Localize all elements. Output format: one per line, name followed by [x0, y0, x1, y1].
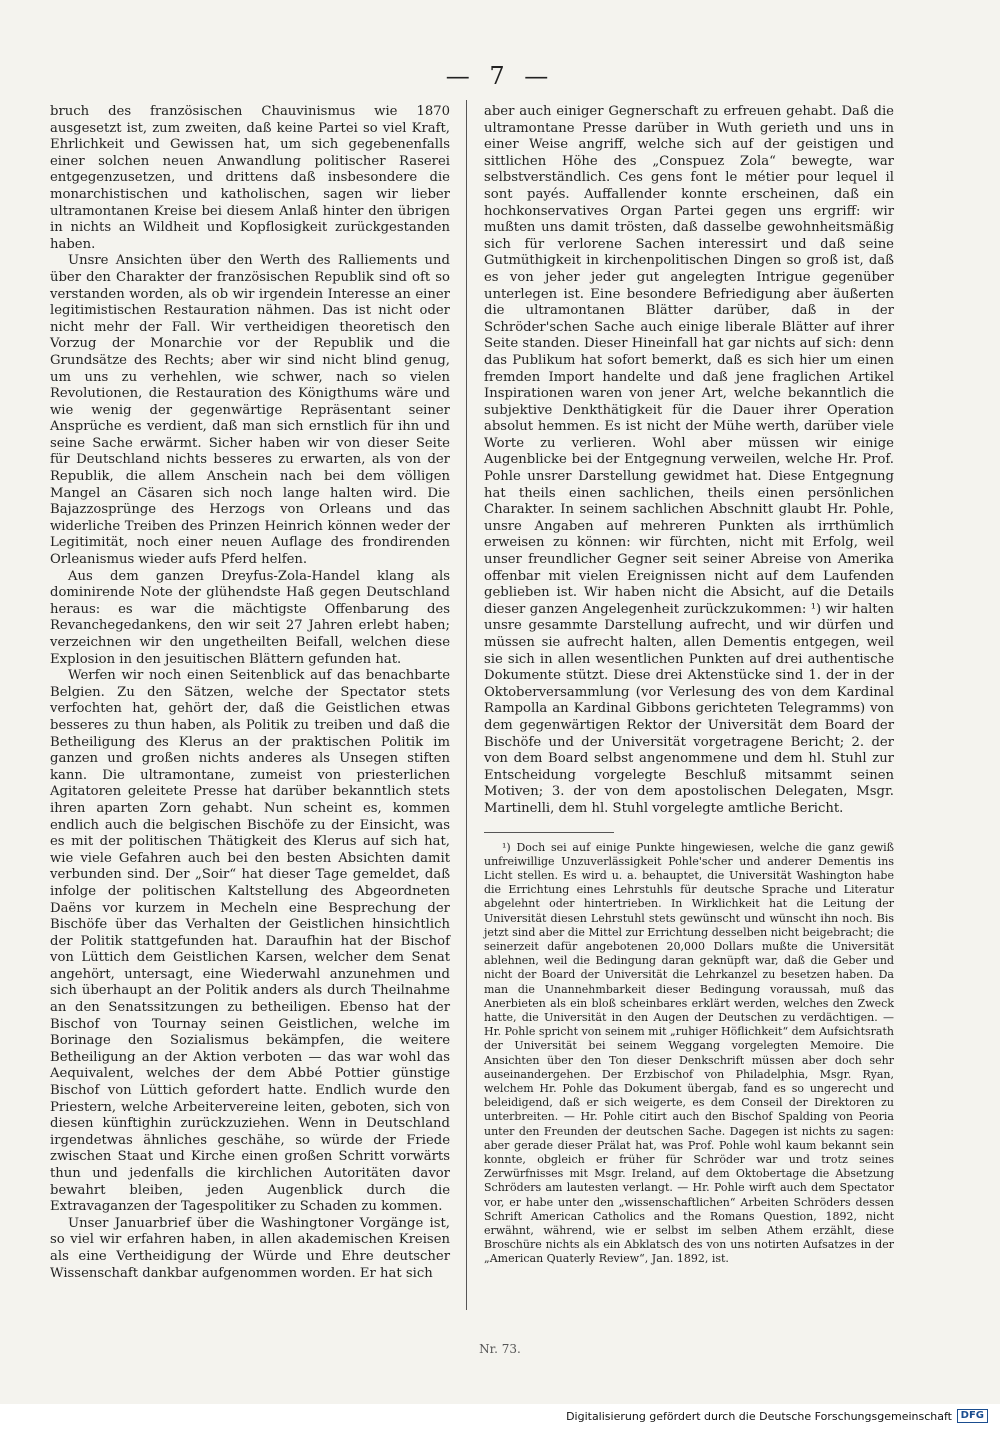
left-paragraph-3: Aus dem ganzen Dreyfus-Zola-Handel klang als dominirende Note der glühendste Haß gegen Deutschland heraus: es war die mächtigste Offenbarung des Revanchegedankens, den wir seit 27 Jahren erlebt haben; verzeichnen wir den ungetheilten Beifall, welchen diese Explosion in den jesuitischen Blättern gefunden hat.	[50, 568, 450, 667]
footnote-divider	[484, 832, 614, 833]
column-divider	[466, 100, 467, 1310]
page-number: — 7 —	[445, 62, 555, 90]
dfg-logo-icon: DFG	[957, 1409, 988, 1423]
right-column	[484, 104, 894, 1267]
right-paragraph-1: aber auch einiger Gegnerschaft zu erfreuen gehabt. Daß die ultramontane Presse darüber in Wuth gerieth und uns in einer Weise angriff, welche sich auf der geistigen und sittlichen Höhe des „Conspuez Zola“ bewegte, war selbstverständlich. Ces gens font le métier pour lequel il sont payés. Auffallender konnte erscheinen, daß ein hochkonservatives Organ Partei gegen uns ergriff: wir mußten uns damit trösten, daß dasselbe gewohnheitsmäßig sich für verlorene Sachen interessirt und daß seine Gutmüthigkeit in kirchenpolitischen Dingen so groß ist, daß es von jeher jeder gut angelegten Intrigue gegenüber unterlegen ist. Eine besondere Befriedigung aber äußerten die ultramontanen Blätter darüber, daß in der Schröder'schen Sache auch einige liberale Blätter auf ihrer Seite standen. Dieser Hineinfall hat gar nichts auf sich: denn das Publikum hat sofort bemerkt, daß es sich hier um einen fremden Import handelte und daß jene fraglichen Artikel Inspirationen waren von jener Art, welche bekanntlich die subjektive Denkthätigkeit für die Dauer ihrer Operation absolut hemmen. Es ist nicht der Mühe werth, darüber viele Worte zu verlieren. Wohl aber müssen wir einige Augenblicke bei der Entgegnung verweilen, welche Hr. Prof. Pohle unsrer Darstellung gewidmet hat. Diese Entgegnung hat theils einen sachlichen, theils einen persönlichen Charakter. In seinem sachlichen Abschnitt glaubt Hr. Pohle, unsre Angaben auf mehreren Punkten als irrthümlich erweisen zu können: wir fürchten, nicht mit Erfolg, weil unser freundlicher Gegner seit seiner Abreise von Amerika offenbar mit vielen Ereignissen nicht auf dem Laufenden geblieben ist. Wir haben nicht die Absicht, auf die Details dieser ganzen Angelegenheit zurückzukommen: ¹) wir halten unsre gesammte Darstellung aufrecht, und wir dürfen und müssen sie aufrecht halten, allen Dementis entgegen, weil sie sich in allen wesentlichen Punkten auf drei authentische Dokumente stützt. Diese drei Aktenstücke sind 1. der in der Oktoberversammlung (vor Verlesung des von dem Kardinal Rampolla an Kardinal Gibbons gerichteten Telegramms) von dem gegenwärtigen Rektor der Universität dem Board der Bischöfe und der Universität vorgetragene Bericht; 2. der von dem Board selbst angenommene und dem hl. Stuhl zur Entscheidung vorgelegte Beschluß mitsammt seinen Motiven; 3. der von dem apostolischen Delegaten, Msgr. Martinelli, dem hl. Stuhl vorgelegte amtliche Bericht.	[484, 104, 894, 816]
footer-credit: Digitalisierung gefördert durch die Deutsche Forschungsgemeinschaft	[566, 1410, 952, 1423]
footnote-1: ¹) Doch sei auf einige Punkte hingewiesen, welche die ganz gewiß unfreiwillige Unzuverlässigkeit Pohle'scher und anderer Dementis ins Licht stellen. Es wird u. a. behauptet, die Universität Washington habe die Errichtung eines Lehrstuhls für deutsche Sprache und Literatur abgelehnt oder hintertrieben. In Wirklichkeit hat die Leitung der Universität diesen Lehrstuhl stets gewünscht und wünscht ihn noch. Bis jetzt sind aber die Mittel zur Errichtung desselben nicht beigebracht; die seinerzeit dafür angebotenen 20,000 Dollars mußte die Universität ablehnen, weil die Bedingung daran geknüpft war, daß die Geber und nicht der Board der Universität die Lehrkanzel zu besetzen haben. Da man die Unannehmbarkeit dieser Bedingung voraussah, muß das Anerbieten als ein bloß scheinbares erklärt werden, welches den Zweck hatte, die Universität in den Augen der Deutschen zu verdächtigen. — Hr. Pohle spricht von seinem mit „ruhiger Höflichkeit“ dem Aufsichtsrath der Universität bei seinem Weggang vorgelegten Memoire. Die Ansichten über den Ton dieser Denkschrift müssen aber doch sehr auseinandergehen. Der Erzbischof von Philadelphia, Msgr. Ryan, welchem Hr. Pohle das Dokument übergab, fand es so ungerecht und beleidigend, daß er sich weigerte, es dem Conseil der Direktoren zu unterbreiten. — Hr. Pohle citirt auch den Bischof Spalding von Peoria unter den Freunden der deutschen Sache. Dagegen ist nichts zu sagen: aber gerade dieser Prälat hat, was Prof. Pohle wohl kaum bekannt sein konnte, obgleich er früher für Schröder war und trotz seines Zerwürfnisses mit Msgr. Ireland, auf dem Oktobertage die Absetzung Schröders am lautesten verlangt. — Hr. Pohle wirft auch dem Spectator vor, er habe unter den „wissenschaftlichen“ Arbeiten Schröders dessen Schrift American Catholics and the Romans Question, 1892, nicht erwähnt, während, wie er selbst im selben Athem erzählt, diese Broschüre nichts als ein Abklatsch des von uns notirten Aufsatzes in der „American Quaterly Review“, Jan. 1892, ist.	[484, 840, 894, 1266]
left-paragraph-4: Werfen wir noch einen Seitenblick auf das benachbarte Belgien. Zu den Sätzen, welche der Spectator stets verfochten hat, gehört der, daß die Geistlichen etwas besseres zu thun haben, als Politik zu treiben und daß die Betheiligung des Klerus an der praktischen Politik im ganzen und großen nichts anderes als Unsegen stiften kann. Die ultramontane, zumeist von priesterlichen Agitatoren geleitete Presse hat darüber bekanntlich stets ihren aparten Zorn gehabt. Nun scheint es, kommen endlich auch die belgischen Bischöfe zu der Einsicht, was es mit der politischen Thätigkeit des Klerus auf sich hat, wie viele Gefahren auch bei den besten Absichten damit verbunden sind. Der „Soir“ hat dieser Tage gemeldet, daß infolge der politischen Kaltstellung des Abgeordneten Daëns vor kurzem in Mecheln eine Besprechung der Bischöfe über das Verhalten der Geistlichen hinsichtlich der Politik stattgefunden hat. Daraufhin hat der Bischof von Lüttich dem Geistlichen Karsen, welcher dem Senat angehört, untersagt, eine Wiederwahl anzunehmen und sich überhaupt an der Politik anders als durch Theilnahme an den Senatssitzungen zu betheiligen. Ebenso hat der Bischof von Tournay seinen Geistlichen, welche im Borinage den Sozialismus bekämpfen, die weitere Betheiligung an der Aktion verboten — das war wohl das Aequivalent, welches der dem Abbé Pottier günstige Bischof von Lüttich gefordert hatte. Endlich wurde den Priestern, welche Arbeitervereine leiten, geboten, sich von diesen künftighin zurückzuziehen. Wenn in Deutschland irgendetwas ähnliches geschähe, so würde der Friede zwischen Staat und Kirche einen großen Schritt vorwärts thun und jedenfalls die kirchlichen Autoritäten davor bewahrt bleiben, jeden Augenblick durch die Extravaganzen der Tagespolitiker zu Schaden zu kommen.	[50, 668, 450, 1215]
left-paragraph-5: Unser Januarbrief über die Washingtoner Vorgänge ist, so viel wir erfahren haben, in allen akademischen Kreisen als eine Vertheidigung der Würde und Ehre deutscher Wissenschaft dankbar aufgenommen worden. Er hat sich	[50, 1215, 450, 1281]
left-paragraph-1: bruch des französischen Chauvinismus wie 1870 ausgesetzt ist, zum zweiten, daß keine Partei so viel Kraft, Ehrlichkeit und Gewissen hat, um sich gegebenenfalls einer solchen neuen Anwandlung politischer Raserei entgegenzusetzen, und drittens daß insbesondere die monarchistischen und katholischen, sagen wir lieber ultramontanen Kreise bei diesem Anlaß hinter den übrigen in nichts an Wildheit und Kopflosigkeit zurückgestanden haben.	[50, 104, 450, 252]
left-column	[50, 104, 450, 1282]
left-paragraph-2: Unsre Ansichten über den Werth des Ralliements und über den Charakter der französischen Republik sind oft so verstanden worden, als ob wir irgendein Interesse an einer legitimistischen Restauration nähmen. Das ist nicht oder nicht mehr der Fall. Wir vertheidigen theoretisch den Vorzug der Monarchie vor der Republik und die Grundsätze des Rechts; aber wir sind nicht blind genug, um uns zu verhehlen, wie schwer, nach so vielen Revolutionen, die Restauration des Königthums wäre und wie wenig der gegenwärtige Repräsentant seiner Ansprüche es verdient, daß man sich ernstlich für ihn und seine Sache erwärmt. Sicher haben wir von dieser Seite für Deutschland nichts besseres zu erwarten, als von der Republik, die allem Anschein nach bei dem völligen Mangel an Cäsaren sich noch lange halten wird. Die Bajazzosprünge des Herzogs von Orleans und das widerliche Treiben des Prinzen Heinrich können weder der Legitimität, noch einer neuen Auflage des frondirenden Orleanismus wieder aufs Pferd helfen.	[50, 253, 450, 568]
footnote-section	[484, 841, 894, 1267]
signature-mark: Nr. 73.	[479, 1342, 521, 1356]
